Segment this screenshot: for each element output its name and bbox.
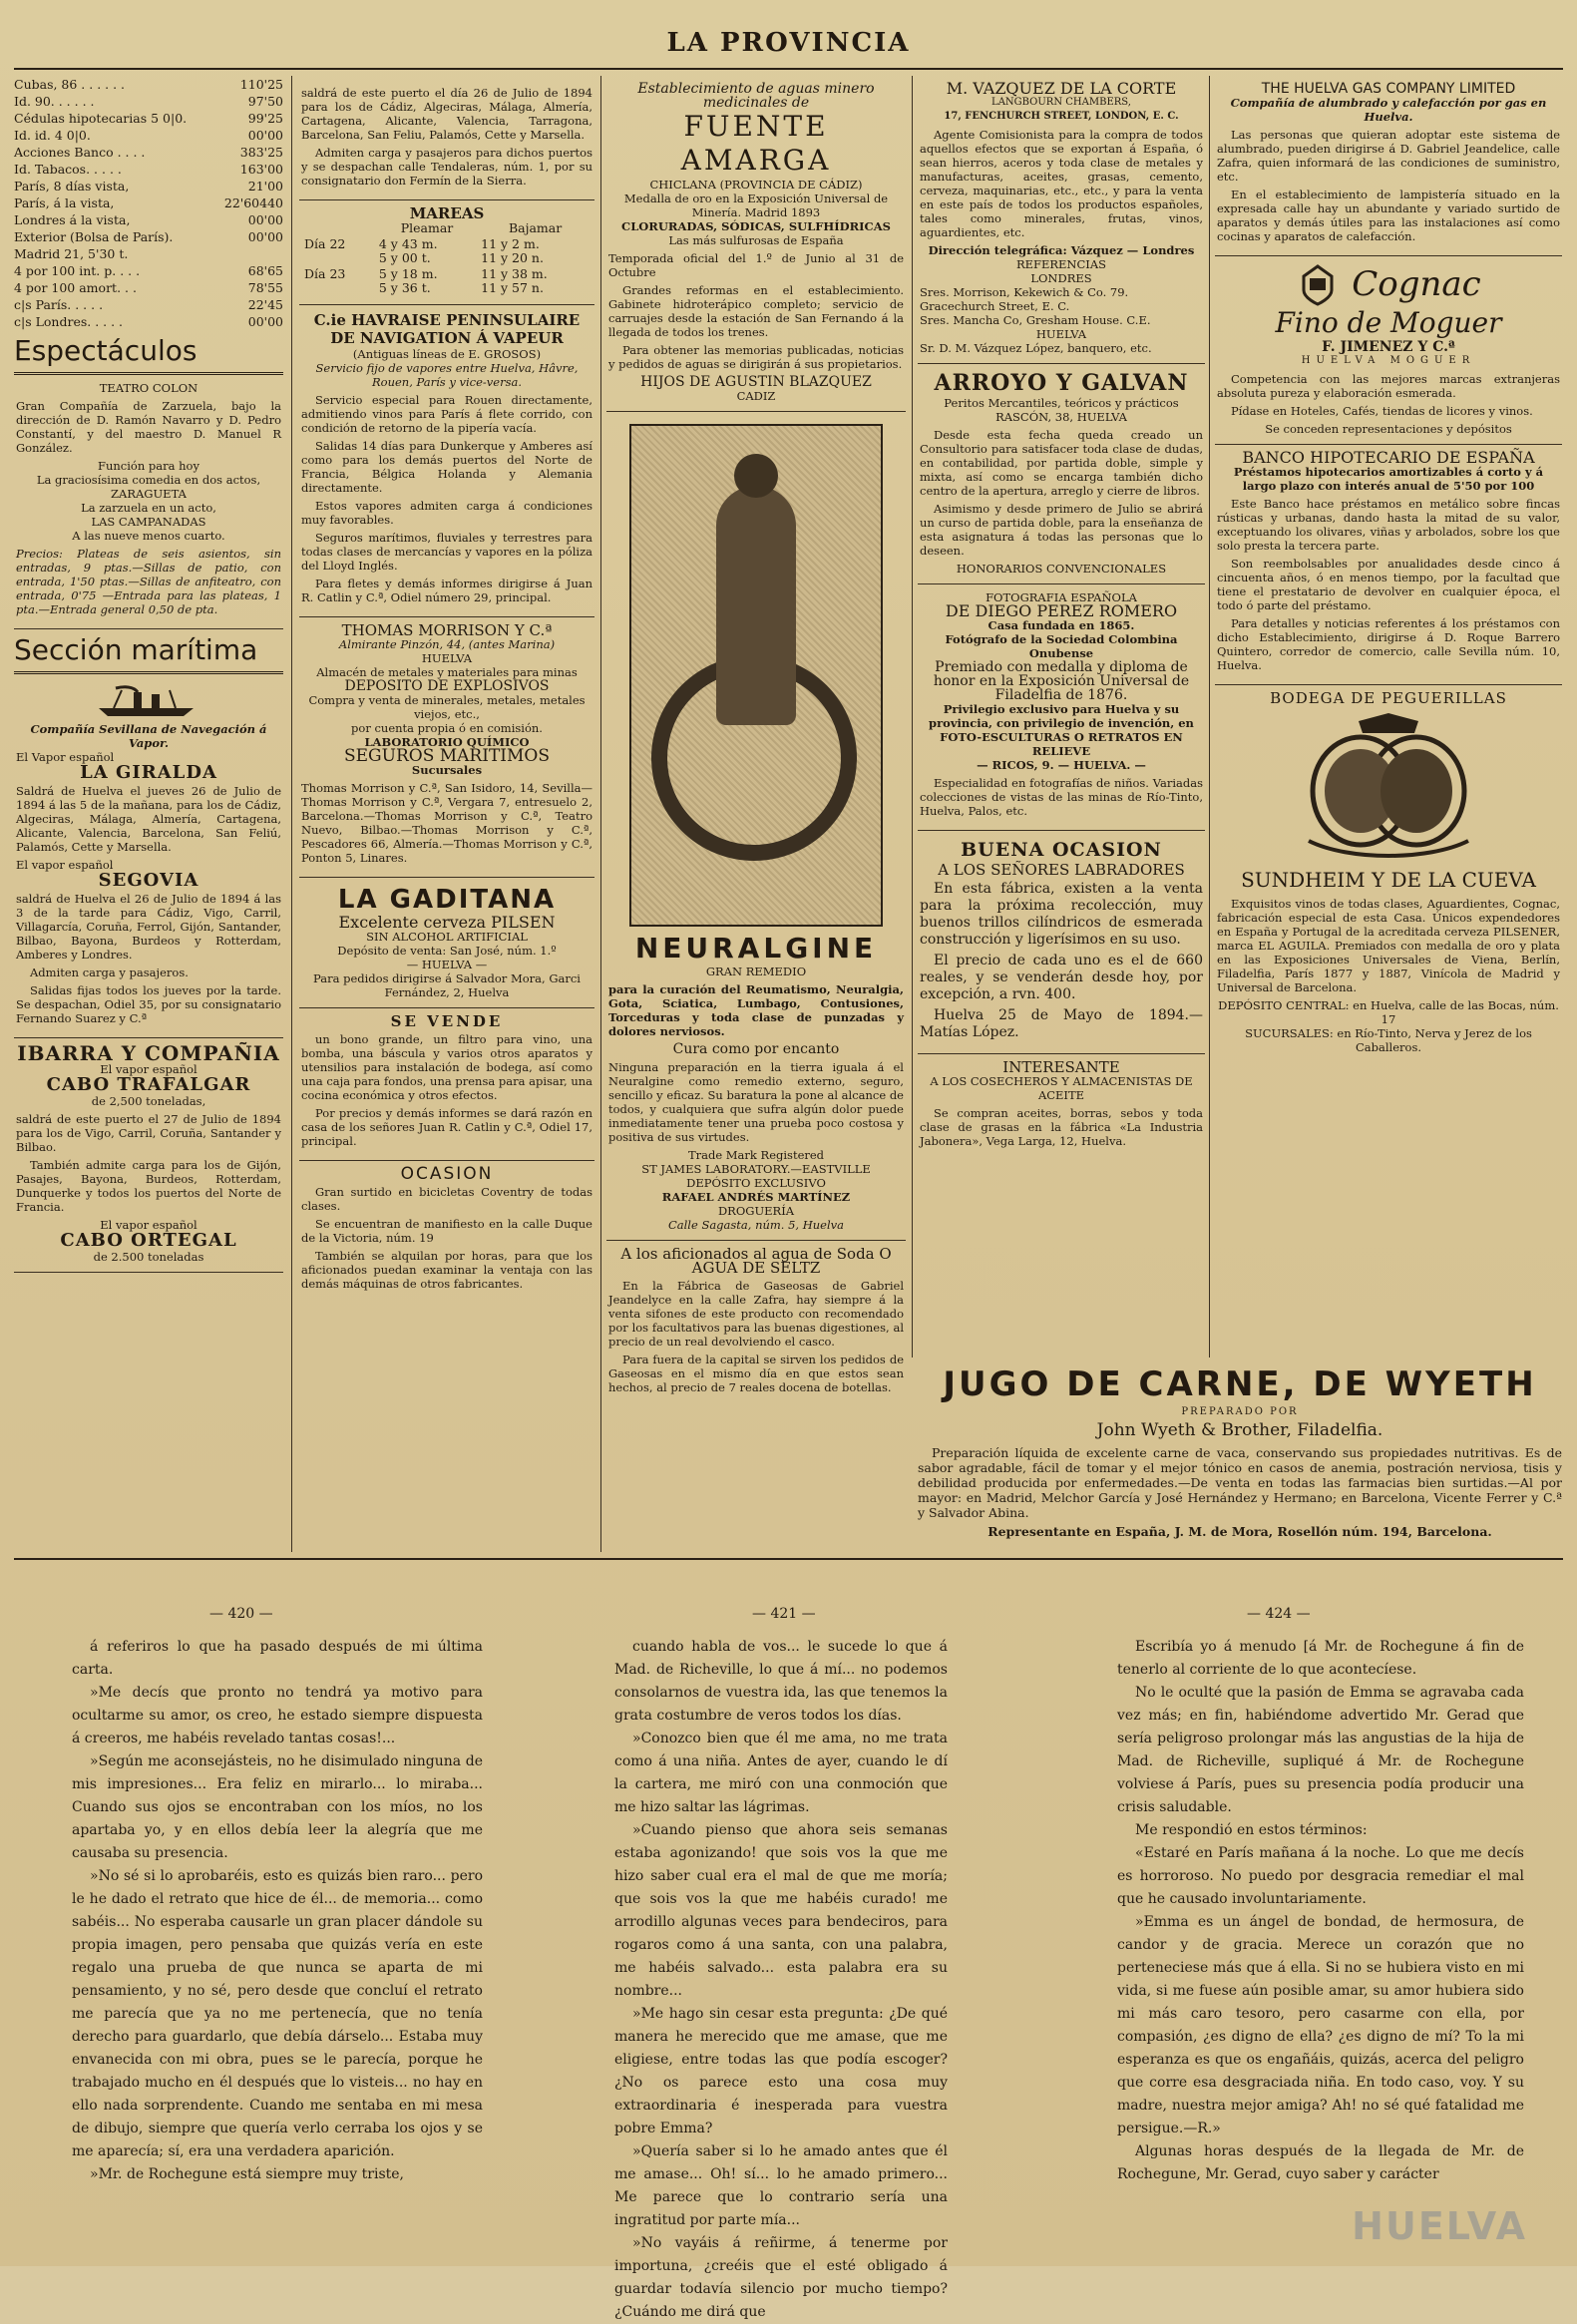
rate-label: Exterior (Bolsa de París). [14,229,174,244]
rate-value: 78'55 [247,280,283,295]
morrison-p2: Compra y venta de minerales, metales, metales viejos, etc., [308,693,586,721]
havraise-title: C.ie HAVRAISE PENINSULAIRE DE NAVIGATION Á VAPEUR [313,311,581,347]
rate-value: 00'00 [247,212,283,227]
giralda-continued [299,76,594,200]
cognac-brand: Fino de Moguer [1275,306,1502,339]
foto-t1: FOTOGRAFIA ESPAÑOLA [986,590,1137,604]
rate-row [14,262,283,279]
coat-of-arms-icon [1289,711,1488,861]
morrison-p4: Thomas Morrison y C.ª, San Isidoro, 14, Sevilla—Thomas Morrison y C.ª, Vergara 7, entresuelo 2, Barcelona.—Thomas Morrison y C.ª, Teatro Nuevo, Bilbao.—Thomas Morrison y C.ª, Pescadores 66, Almería.—Thomas Morrison y C.ª, Ponton 5, Linares. [301,781,592,865]
figure-shape [716,486,796,725]
bajamar-1: 11 y 38 m. [481,266,548,281]
bajamar-2: 11 y 20 n. [481,250,544,265]
steamship-icon [94,684,203,718]
bo-p3: Huelva 25 de Mayo de 1894.— Matías López. [920,1007,1203,1040]
column-rule [912,76,913,1357]
feuilleton-paragraph: »Mr. de Rochegune está siempre muy triste, [90,2166,404,2182]
havraise-p4: Seguros marítimos, fluviales y terrestres para todas clases de mercancías y vapores en la póliza del Lloyd Inglés. [301,531,592,573]
cognac-p1: Competencia con las mejores marcas extranjeras absoluta pureza y elaboración esmerada. [1217,372,1560,400]
company-name: Compañía Sevillana de Navegación á Vapor. [30,722,267,750]
se-vende-ad [299,1008,594,1161]
fa-top: Establecimiento de aguas minero medicinales de [637,81,875,111]
bajamar-header: Bajamar [508,220,563,235]
ocasion-ad [299,1161,594,1303]
marea-day: Día 22 [304,236,346,251]
feuilleton-paragraph: Escribía yo á menudo [á Mr. de Rochegune á fin de tenerlo al corriente de lo que acontecíese. [1117,1639,1524,1678]
interesante-ad [918,1054,1205,1160]
neuralgine-p9: Calle Sagasta, núm. 5, Huelva [667,1218,845,1232]
rate-value: 110'25 [239,77,283,92]
peg-p2: DEPÓSITO CENTRAL: en Huelva, calle de las Bocas, núm. 17 [1218,998,1559,1026]
feuilleton-paragraph: »No sé si lo aprobaréis, esto es quizás bien raro... pero le he dado el retrato que hice de él... de memoria... como sabéis... No esperaba causarle un gran placer dándole su propia imagen, pero pensaba que quizás vería en este regalo una prueba de que nunca se aparta de mi pensamiento, y no sé, pero desde que concluí el retrato me parecía que ya no me pertenecía, que no tenía derecho para guardarlo, que debía dárselo... Estaba muy envanecida con mi obra, pues se le parecía, porque he trabajado mucho en él después que lo visteis... no hay en ello nada sorprendente. Cuando me sentaba en mi mesa de dibujo, siempre que quería verlo cerraba los ojos y se me aparecía; sí, era una verdadera aparición. [72,1868,483,2159]
rate-label: Cédulas hipotecarias 5 0|0. [14,111,188,126]
havraise-p1: Servicio especial para Rouen directamente, admitiendo vinos para París á flete corrido, con condición de retorno de la pipería vacía. [301,393,592,435]
banco-hipotecario-ad [1215,445,1562,685]
masthead: LA PROVINCIA [666,28,911,58]
fa-p4: Temporada oficial del 1.º de Junio al 31 de Octubre [608,251,904,279]
int-title: INTERESANTE [1002,1058,1120,1076]
neuralgine-p8: DROGUERÍA [717,1204,795,1218]
bo-sub: A LOS SEÑORES LABRADORES [938,861,1185,879]
bajamar-1: 11 y 2 m. [481,236,540,251]
maritima-heading: Sección marítima [14,629,283,674]
vc-r1: Sres. Morrison, Kekewich & Co. 79. Gracechurch Street, E. C. [920,285,1129,313]
vc-r3: Sr. D. M. Vázquez López, banquero, etc. [920,341,1152,355]
cognac-p2: Pídase en Hoteles, Cafés, tiendas de licores y vinos. [1231,404,1533,418]
vc-tel: Dirección telegráfica: Vázquez — Londres [928,243,1195,257]
morrison-city: HUELVA [421,651,473,665]
pleamar-1: 5 y 18 m. [378,266,438,281]
se-vende-p2: Por precios y demás informes se dará razón en casa de los señores Juan R. Catlin y C.ª, Odiel 17, principal. [301,1106,592,1148]
int-p1: Se compran aceites, borras, sebos y toda clase de grasas en la fábrica «La Industria Jabonera», Vega Larga, 12, Huelva. [920,1106,1203,1148]
gaditana-sub: Excelente cerveza PILSEN [338,913,556,932]
gas-sub: Compañía de alumbrado y calefacción por gas en Huelva. [1230,96,1547,124]
soda-p2: Para fuera de la capital se sirven los pedidos de Gaseosas en el mismo día en que estos sean hechos, al precio de 7 reales docena de botellas. [608,1353,904,1394]
neuralgine-illustration [629,424,883,927]
play2-intro: La zarzuela en un acto, [81,501,216,515]
gaditana-ad [299,878,594,1008]
morrison-seguros: SEGUROS MARITIMOS [344,746,550,766]
morrison-p1: Almacén de metales y materiales para minas [316,665,578,679]
soda-p1: En la Fábrica de Gaseosas de Gabriel Jeandelyce en la calle Zafra, hay siempre á la venta sifones de este producto con recomendado por los facultativos para las buenas digestiones, al precio de un real devolviendo el casco. [608,1279,904,1349]
bh-p3: Para detalles y noticias referentes á los préstamos con dicho Establecimiento, dirigirse á D. Roque Barrero Quintero, corredor de comercio, calle Sevilla núm. 10, Huelva. [1217,616,1560,672]
bo-title: BUENA OCASION [961,839,1162,861]
rate-label: París, 8 días vista, [14,179,130,194]
rate-label: Id. 90. . . . . . [14,94,95,109]
vc-hue: HUELVA [1035,327,1087,341]
feuilleton-column-left [72,1636,483,2254]
vc-r2: Sres. Mancha Co, Gresham House. C.E. [920,313,1151,327]
vessel4-intro: El vapor español [100,1218,197,1232]
rate-label: 4 por 100 int. p. . . . [14,263,141,278]
page-number-center: — 421 — [752,1606,816,1622]
rate-row [14,93,283,110]
feuilleton-paragraph: No le oculté que la pasión de Emma se agravaba cada vez más; en fin, habiéndome advertido Mr. Gerad que sería peligroso prolongar más las angustias de la hija de Mad. de Richeville, supliqué á Mr. de Rochegune volviese á París, pues su presencia podía producir una crisis saludable. [1117,1685,1524,1815]
bh-sub: Préstamos hipotecarios amortizables á corto y á largo plazo con interés anual de 5'50 por 100 [1233,465,1544,493]
neuralgine-p1: para la curación del Reumatismo, Neuralgia, Gota, Sciatica, Lumbago, Contusiones, Torceduras y toda clase de punzadas y dolores nerviosos. [608,982,904,1038]
rate-value: 00'00 [247,229,283,244]
se-vende-title: SE VENDE [390,1012,504,1030]
rate-value: 21'00 [247,179,283,194]
jugo-sub: PREPARADO POR [1181,1406,1299,1417]
feuilleton-paragraph: Me respondió en estos términos: [1135,1822,1368,1838]
vessel2-text2: Admiten carga y pasajeros. [30,966,189,979]
fa-p5: Grandes reformas en el establecimiento. Gabinete hidroterápico completo; servicio de carruajes desde la estación de San Fernando á la llegada de todos los trenes. [608,283,904,339]
vessel2-text3: Salidas fijas todos los jueves por la tarde. Se despachan, Odiel 35, por su consignatario Fernando Suarez y C.ª [16,983,281,1025]
play1-title: ZARAGUETA [111,487,187,501]
figure-head-shape [734,454,778,498]
marea-row [301,236,592,266]
vessel1-intro: El Vapor español [16,750,115,764]
ibarra-title: IBARRA Y COMPAÑIA [17,1041,280,1065]
rate-label: 4 por 100 amort. . . [14,280,137,295]
theatre-company: Gran Compañía de Zarzuela, bajo la dirección de D. Ramón Navarro y D. Pedro Constantí, y del maestro D. Manuel R González. [16,399,281,455]
column-2 [299,76,594,1552]
column-rule [291,76,292,1552]
morrison-lab: LABORATORIO QUÍMICO [364,735,530,749]
rate-label: Id. Tabacos. . . . . [14,162,122,177]
rate-row [14,245,283,262]
fa-place: CHICLANA (PROVINCIA DE CÁDIZ) [649,178,863,192]
vessel3-intro: El vapor español [100,1062,197,1076]
vessel2-intro: El vapor español [16,858,114,872]
gas-title: THE HUELVA GAS COMPANY LIMITED [1261,81,1516,97]
vessel3-text: saldrá de este puerto el 27 de Julio de 1894 para los de Vigo, Carril, Coruña, Santander y Bilbao. [16,1112,281,1154]
rate-row [14,211,283,228]
feuilleton-paragraph: »Me decís que pronto no tendrá ya motivo para ocultarme su amor, os creo, he estado siempre dispuesta á creeros, me habéis revelado tantas cosas!... [72,1685,483,1746]
cognac-p3: Se conceden representaciones y depósitos [1265,422,1512,436]
havraise-p3: Estos vapores admiten carga á condiciones muy favorables. [301,499,592,527]
mareas-box [299,200,594,305]
peg-name: SUNDHEIM Y DE LA CUEVA [1241,868,1536,892]
column-rule [1209,76,1210,1357]
page-number-left: — 420 — [209,1606,273,1622]
vc-p1: Agente Comisionista para la compra de todos aquellos efectos que se exportan á España, ó sean hierros, aceros y toda clase de metales y manufacturas, aceites, grasas, cemento, cerveza, maquinarias, etc., etc., y para la venta en este país de todos los productos españoles, tales como minerales, frutas, vinos, aguardientes, etc. [920,128,1203,239]
bh-p1: Este Banco hace préstamos en metálico sobre fincas rústicas y urbanas, dando hasta la mitad de su valor, exceptuando los olivares, viñas y arbolados, sobre los que solo presta la tercera parte. [1217,497,1560,553]
peg-title: BODEGA DE PEGUERILLAS [1270,689,1507,707]
marea-row [301,266,592,296]
fa-title: FUENTE AMARGA [680,110,832,177]
espectaculos-heading: Espectáculos [14,330,283,375]
rate-label: Madrid 21, 5'30 t. [14,246,129,261]
column-rule [600,76,601,1552]
rate-label: Id. id. 4 0|0. [14,128,91,143]
fa-p3: Las más sulfurosas de España [668,233,844,247]
crest-icon [1296,262,1340,306]
fa-p2: CLORURADAS, SÓDICAS, SULFHÍDRICAS [621,219,891,233]
column-3 [606,76,906,1552]
vessel4-name: CABO ORTEGAL [60,1230,237,1251]
feuilleton-paragraph: »Quería saber si lo he amado antes que él me amase... Oh! sí... lo he amado primero... Me parece que lo contrario sería una ingratitud por parte mía... [614,2143,948,2228]
pleamar-header: Pleamar [400,220,454,235]
neuralgine-p7: RAFAEL ANDRÉS MARTÍNEZ [661,1190,851,1204]
rate-value: 68'65 [247,263,283,278]
soda-ad [606,1241,906,1406]
feuilleton-paragraph: »Me hago sin cesar esta pregunta: ¿De qué manera he merecido que me amase, que me eligiese, entre todas las que podía escoger? ¿No os parece esto una cosa muy extraordinaria é inesperada para vuestra pobre Emma? [614,2006,948,2136]
ag-p1: Peritos Mercantiles, teóricos y prácticos [944,396,1179,410]
neuralgine-ad [606,412,906,1241]
jugo-p1: Preparación líquida de excelente carne de vaca, conservando sus propiedades nutritivas. Es de sabor agradable, fácil de tomar y el mejor tónico en casos de anemia, postración nerviosa, tisis y debilidad producida por enfermedades.—De venta en todas las farmacias bien surtidas.—Al por mayor: en Madrid, Melchor García y José Hernández y Hermano; en Barcelona, Vicente Ferrer y C.ª y Salvador Abina. [918,1445,1562,1520]
neuralgine-title: NEURALGINE [634,932,878,965]
column-5 [1215,76,1562,1355]
feuilleton-paragraph: cuando habla de vos... le sucede lo que á Mad. de Richeville, lo que á mí... no podemos consolarnos de vuestra ida, las que tenemos la grata costumbre de veros todos los días. [614,1639,948,1724]
rate-label: Cubas, 86 . . . . . . [14,77,126,92]
sevillana-ad [14,674,283,1038]
bo-p1: En esta fábrica, existen a la venta para la próxima recolección, muy buenos trillos cilíndricos de esmerada construcción y ligerísimos en su uso. [920,881,1203,948]
vc-addr1: LANGBOURN CHAMBERS, [991,97,1131,108]
mareas-table [301,220,592,296]
peg-p1: Exquisitos vinos de todas clases, Aguardientes, Cognac, fabricación especial de esta Casa. Únicos expendedores en España y Portugal de la acreditada cerveza PILSENER, marca EL AGUILA. Premiados con medalla de oro y plata en las Exposiciones Universales de Viena, Berlín, Filadelfia, París 1877 y 1887, Vinícola de Madrid y Universal de Barcelona. [1217,897,1560,994]
havraise-ad [299,305,594,617]
ag-p3: Asimismo y desde primero de Julio se abrirá un curso de partida doble, para la enseñanza de esta asignatura á todas las personas que lo deseen. [920,502,1203,558]
fa-p7: HIJOS DE AGUSTIN BLAZQUEZ [640,374,872,390]
rate-row [14,76,283,93]
rate-row [14,296,283,313]
cognac-city: HUELVA MOGUER [1301,355,1476,366]
vessel2-text: saldrá de Huelva el 26 de Julio de 1894 á las 3 de la tarde para Cádiz, Vigo, Carril, Villagarcía, Coruña, Ferrol, Gijón, Santander, Bilbao, Bayona, Burdeos y Rotterdam, Amberes y Londres. [16,892,281,962]
rate-value [214,245,283,262]
rate-row [14,110,283,127]
ocasion-p3: También se alquilan por horas, para que los aficionados puedan examinar la ventaja con las demás máquinas de otros fabricantes. [301,1249,592,1291]
vc-addr2: 17, FENCHURCH STREET, LONDON, E. C. [944,111,1179,122]
play1-intro: La graciosísima comedia en dos actos, [36,473,261,487]
foto-p5: FOTO-ESCULTURAS O RETRATOS EN RELIEVE [940,730,1183,758]
fa-p8: CADIZ [736,389,776,403]
havraise-sub: (Antiguas líneas de E. GROSOS) [352,347,542,361]
jugo-p2: Representante en España, J. M. de Mora, Rosellón núm. 194, Barcelona. [987,1524,1492,1539]
feuilleton-paragraph: »Emma es un ángel de bondad, de hermosura, de candor y de gracia. Merece un corazón que no perteneciese más que á ella. Si no se hubiera visto en mi vida, si me fuese aún posible amar, su amor hubiera sido mi más caro tesoro, pero casarme con ella, por compasión, ¿es digno de ella? ¿es digno de mí? To la mi esperanza es que os engañáis, quizás, acerca del peligro que corre esa desgraciada niña. En todo caso, voy. Y su madre, nuestra mejor amiga? Ah! no sé qué fatalidad me persigue.—R.» [1117,1914,1524,2136]
feuilleton-paragraph: »Cuando pienso que ahora seis semanas estaba agonizando! que sois vos la que me hizo saber cual era el mal de que me moría; que sois vos la que me habéis curado! me arrodillo algunas veces para bendeciros, para rogaros como á una santa, con una palabra, me habéis salvado... esta palabra era su nombre... [614,1822,948,1999]
rate-label: c|s París. . . . . [14,297,104,312]
se-vende-p1: un bono grande, un filtro para vino, una bomba, una báscula y varios otros aparatos y utensilios para instalación de bodega, así como una caja para fondos, una prensa para apisar, una cocina económica y otros efectos. [301,1032,592,1102]
ag-title: ARROYO Y GALVAN [934,370,1189,396]
vessel4-tons: de 2.500 toneladas [93,1250,204,1264]
ag-p2: Desde esta fecha queda creado un Consultorio para satisfacer toda clase de dudas, en contabilidad, por partida doble, simple y mixta, así como se encarga también dicho centro de la apertura, arreglo y cierre de libros. [920,428,1203,498]
havraise-p2: Salidas 14 días para Dunkerque y Amberes así como para los demás puertos del Norte de Francia, Bélgica Holanda y Alemania directamente. [301,439,592,495]
feuilleton-column-right [1117,1636,1524,2254]
jugo-maker: John Wyeth & Brother, Filadelfia. [1096,1420,1383,1440]
rate-label: c|s Londres. . . . . [14,314,124,329]
rate-row [14,279,283,296]
vc-lon: LONDRES [1030,271,1092,285]
feuilleton-paragraph: á referiros lo que ha pasado después de mi última carta. [72,1639,483,1678]
buena-ocasion-ad [918,831,1205,1054]
rate-row [14,161,283,178]
neuralgine-p5: ST JAMES LABORATORY.—EASTVILLE [641,1162,871,1176]
vessel1-name: LA GIRALDA [80,762,217,783]
cont-text: saldrá de este puerto el día 26 de Julio de 1894 para los de Cádiz, Algeciras, Málaga, Almería, Cartagena, Alicante, Valencia, Tarragona, Barcelona, San Feliu, Palamós, Cette y Marsella. [301,86,592,142]
bajamar-2: 11 y 57 n. [481,280,544,295]
foto-t2: DE DIEGO PEREZ ROMERO [945,601,1178,620]
neuralgine-p2: Cura como por encanto [672,1041,840,1057]
arroyo-galvan-ad [918,364,1205,584]
feuilleton-paragraph: «Estaré en París mañana á la noche. Lo que me decís es horroroso. No puedo por desgracia remediar el mal que he causado involuntariamente. [1117,1845,1524,1907]
teatro-colon-ad [14,375,283,629]
pleamar-1: 4 y 43 m. [378,236,438,251]
marea-day: Día 23 [304,266,346,281]
rate-label: Londres á la vista, [14,212,131,227]
rate-row [14,127,283,144]
rate-label: Acciones Banco . . . . [14,145,146,160]
morrison-p3: por cuenta propia ó en comisión. [351,721,543,735]
ocasion-title: OCASION [400,1164,494,1184]
rate-row [14,178,283,194]
play2-title: LAS CAMPANADAS [91,515,206,529]
morrison-explosivos: DEPOSITO DE EXPLOSIVOS [344,678,550,694]
bh-title: BANCO HIPOTECARIO DE ESPAÑA [1242,448,1535,467]
gaditana-sub2: SIN ALCOHOL ARTIFICIAL [366,930,528,944]
ag-p4: HONORARIOS CONVENCIONALES [956,562,1167,576]
ocasion-p2: Se encuentran de manifiesto en la calle Duque de la Victoria, núm. 19 [301,1217,592,1245]
bolsa-rates-table [14,76,283,330]
rate-label: París, á la vista, [14,195,115,210]
morrison-ad [299,617,594,878]
foto-p6: — RICOS, 9. — HUELVA. — [977,758,1146,772]
gas-company-ad [1215,76,1562,256]
rate-value: 22'60440 [223,195,283,210]
feuilleton-column-center [614,1636,948,2320]
havraise-p5: Para fletes y demás informes dirigirse á Juan R. Catlin y C.ª, Odiel número 29, principal. [301,577,592,604]
cognac-title: Cognac [1352,264,1481,304]
fa-p1: Medalla de oro en la Exposición Universal de Minería. Madrid 1893 [623,192,889,219]
neuralgine-p3: Ninguna preparación en la tierra iguala á el Neuralgine como remedio externo, seguro, sencillo y eficaz. Su baratura la pone al alcance de todos, y cualquiera que sufra algún dolor puede inmediatamente tener una prueba poco costosa y positiva de sus virtudes. [608,1060,904,1144]
rate-value: 00'00 [247,128,283,143]
rate-value: 383'25 [239,145,283,160]
rate-row [14,144,283,161]
rate-value: 99'25 [247,111,283,126]
feuilleton-paragraph: »No vayáis á reñirme, á tenerme por importuna, ¿creéis que el esté obligado á guardar todavía silencio por mucho tiempo? ¿Cuándo me dirá que [614,2235,948,2320]
gaditana-city: — HUELVA — [406,958,488,971]
vessel3-tons: de 2,500 toneladas, [91,1094,206,1108]
cont-text2: Admiten carga y pasajeros para dichos puertos y se despachan calle Tendaleras, núm. 1, por su consignatario don Fermín de la Sierra. [301,146,592,188]
neuralgine-p4: Trade Mark Registered [687,1148,825,1162]
top-rule [14,68,1563,70]
jugo-de-carne-ad [918,1364,1562,1539]
ibarra-ad [14,1038,283,1273]
fotografia-ad [918,584,1205,831]
bh-p2: Son reembolsables por anualidades desde cinco á cincuenta años, ó en menos tiempo, por la facultad que tiene el prestatario de devolver en cualquier época, el todo ó parte del préstamo. [1217,557,1560,612]
foto-p2: Fotógrafo de la Sociedad Colombina Onubense [945,632,1178,660]
feuilleton-paragraph: »Conozco bien que él me ama, no me trata como á una niña. Antes de ayer, cuando le dí la cartera, me miró con una conmoción que me hizo saltar las lágrimas. [614,1731,948,1815]
mareas-title: MAREAS [409,204,485,222]
rate-row [14,194,283,211]
soda-title: A los aficionados al agua de Soda O AGUA DE SELTZ [620,1245,892,1277]
vc-title: M. VAZQUEZ DE LA CORTE [946,79,1177,98]
rate-row [14,228,283,245]
peguerillas-ad [1215,685,1562,1062]
cognac-ad [1215,256,1562,445]
havraise-italic: Servicio fijo de vapores entre Huelva, Hâvre, Rouen, París y vice-versa. [315,361,579,389]
morrison-sucursales: Sucursales [411,763,483,777]
feuilleton-paragraph: Algunas horas después de la llegada de Mr. de Rochegune, Mr. Gerad, cuyo saber y carácter [1117,2143,1524,2182]
rate-value: 97'50 [247,94,283,109]
jugo-title: JUGO DE CARNE, DE WYETH [943,1364,1537,1404]
neuralgine-p6: DEPÓSITO EXCLUSIVO [686,1176,826,1190]
feuilleton-rule [14,1558,1563,1560]
cognac-maker: F. JIMENEZ Y C.ª [1322,339,1455,355]
library-watermark: HUELVA [1352,2204,1527,2248]
vessel3-name: CABO TRAFALGAR [46,1074,251,1095]
theatre-name: TEATRO COLON [99,381,198,395]
gaditana-title: LA GADITANA [337,885,557,915]
column-1 [14,76,283,1552]
rate-value: 00'00 [247,314,283,329]
peg-p3: SUCURSALES: en Río-Tinto, Nerva y Jerez de los Caballeros. [1245,1026,1532,1054]
int-sub: A LOS COSECHEROS Y ALMACENISTAS DE ACEITE [930,1074,1193,1102]
ag-addr: RASCÓN, 38, HUELVA [995,410,1127,424]
morrison-address: Almirante Pinzón, 44, (antes Marina) [338,637,556,651]
neuralgine-sub: GRAN REMEDIO [705,965,807,978]
gaditana-p2: Para pedidos dirigirse á Salvador Mora, Garci Fernández, 2, Huelva [313,971,581,999]
foto-p7: Especialidad en fotografías de niños. Variadas colecciones de vistas de las minas de Río-Tinto, Huelva, Palos, etc. [920,776,1203,818]
foto-p4: Privilegio exclusivo para Huelva y su provincia, con privilegio de invención, en [929,702,1194,730]
gas-p2: En el establecimiento de lampistería situado en la expresada calle hay un abundante y variado surtido de aparatos y demás útiles para las instalaciones así como cocinas y aparatos de calefacción. [1217,188,1560,243]
rate-value: 163'00 [239,162,283,177]
vc-ref: REFERENCIAS [1015,257,1107,271]
prices: Precios: Plateas de seis asientos, sin entradas, 9 ptas.—Sillas de patio, con entrada, 1'50 ptas.—Sillas de anfiteatro, con entrada, 0'75 —Entrada para las plateas, 1 pta.—Entrada general 0,50 de pta. [16,547,281,616]
fuente-amarga-ad [606,76,906,412]
vessel2-name: SEGOVIA [98,870,199,891]
vazquez-ad [918,76,1205,364]
start-time: A las nueve menos cuarto. [72,529,225,543]
fa-p6: Para obtener las memorias publicadas, noticias y pedidos de aguas se dirigirán á sus propietarios. [608,343,904,371]
rate-row [14,313,283,330]
function-today: Función para hoy [98,459,199,473]
foto-p3: Premiado con medalla y diploma de honor en la Exposición Universal de Filadelfia de 1876. [933,659,1190,703]
cognac-header [1217,262,1560,306]
ocasion-p1: Gran surtido en bicicletas Coventry de todas clases. [301,1185,592,1213]
foto-p1: Casa fundada en 1865. [987,618,1135,632]
morrison-title: THOMAS MORRISON Y C.ª [341,621,553,639]
rate-value: 22'45 [247,297,283,312]
vessel1-text: Saldrá de Huelva el jueves 26 de Julio de 1894 á las 5 de la mañana, para los de Cádiz, Algeciras, Málaga, Almería, Cartagena, Alicante, Valencia, Barcelona, San Feliú, Palamós, Cette y Marsella. [16,784,281,854]
page-number-right: — 424 — [1247,1606,1311,1622]
pleamar-2: 5 y 00 t. [378,250,431,265]
bo-p2: El precio de cada uno es el de 660 reales, y se venderán desde hoy, por excepción, a rvn. 400. [920,953,1203,1002]
feuilleton-paragraph: »Según me aconsejásteis, no he disimulado ninguna de mis impresiones... Era feliz en mirarlo... lo miraba... Cuando sus ojos se encontraban con los míos, no los apartaba yo, y en ellos debía leer la alegría que me causaba su presencia. [72,1753,483,1861]
column-4 [918,76,1205,1355]
pleamar-2: 5 y 36 t. [378,280,431,295]
gaditana-p1: Depósito de venta: San José, núm. 1.º [337,944,557,958]
vessel3-text2: También admite carga para los de Gijón, Pasajes, Bayona, Burdeos, Rotterdam, Dunquerke y todos los puertos del Norte de Francia. [16,1158,281,1214]
gas-p1: Las personas que quieran adoptar este sistema de alumbrado, pueden dirigirse á D. Gabriel Jeandelice, calle Zafra, quien informará de las condiciones de suministro, etc. [1217,128,1560,184]
